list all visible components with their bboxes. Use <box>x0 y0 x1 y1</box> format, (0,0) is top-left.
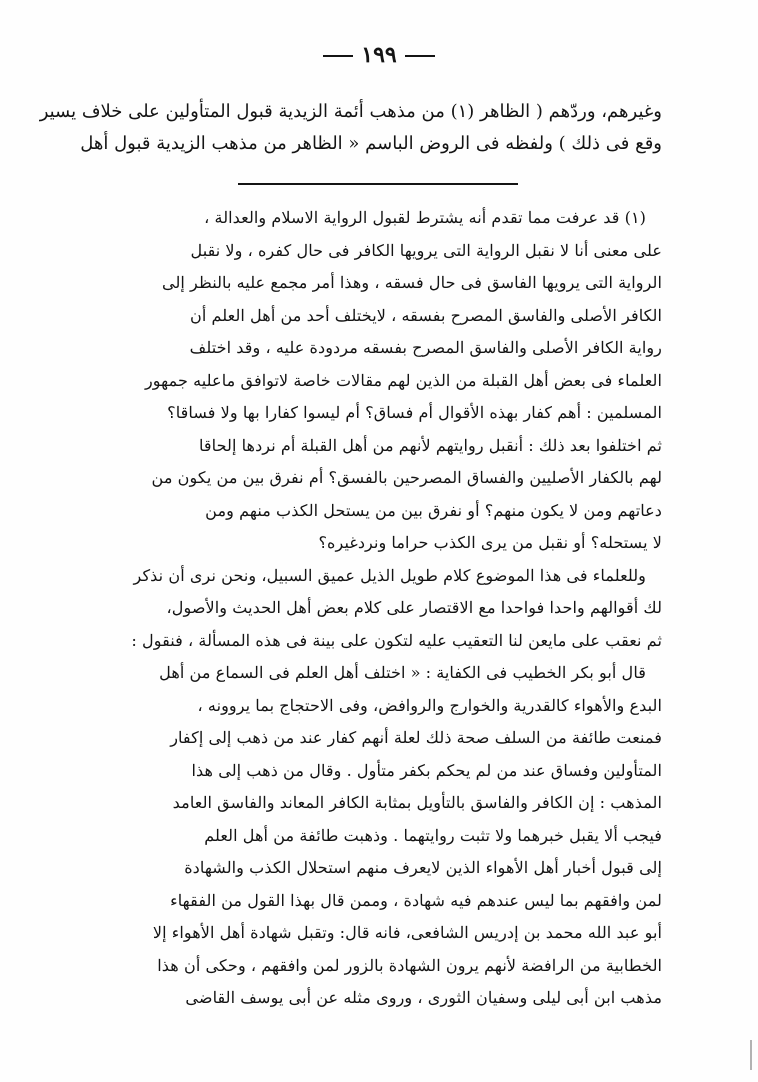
footnote-line: إلى قبول أخبار أهل الأهواء الذين لايعرف منهم استحلال الكذب والشهادة <box>184 858 662 877</box>
footnote-line: لك أقوالهم واحدا فواحدا مع الاقتصار على كلام بعض أهل الحديث والأصول، <box>166 598 662 617</box>
footnote-line: (١) قد عرفت مما تقدم أنه يشترط لقبول الرواية الاسلام والعدالة ، <box>204 208 646 227</box>
main-text <box>39 96 662 160</box>
footnote-line: لهم بالكفار الأصليين والفساق المصرحين بالفسق؟ أم نفرق بين من يكون من <box>151 468 662 487</box>
footnote <box>96 202 662 1015</box>
footnote-line: البدع والأهواء كالقدرية والخوارج والروافض، وفى الاحتجاج بما يروونه ، <box>197 695 662 715</box>
main-text-line: وقع فى ذلك ) ولفظه فى الروض الباسم « الظاهر من مذهب الزيدية قبول أهل <box>80 133 662 154</box>
footnote-line: ثم اختلفوا بعد ذلك : أنقبل روايتهم لأنهم من أهل القبلة أم نردها إلحاقا <box>198 435 662 455</box>
footnote-line: دعاتهم ومن لا يكون منهم؟ أو نفرق بين من يستحل الكذب منهم ومن <box>205 500 662 520</box>
page-number <box>0 42 758 68</box>
footnote-line: ثم نعقب على مايعن لنا التعقيب عليه لتكون على بينة فى هذه المسألة ، فنقول : <box>131 630 662 650</box>
footnote-line: قال أبو بكر الخطيب فى الكفاية : « اختلف أهل العلم فى السماع من أهل <box>159 663 646 682</box>
footnote-line: العلماء فى بعض أهل القبلة من الذين لهم مقالات خاصة لاتوافق ماعليه جمهور <box>144 370 662 390</box>
footnote-line: على معنى أنا لا نقبل الرواية التى يرويها الكافر فى حال كفره ، ولا نقبل <box>190 240 662 260</box>
footnote-line: المسلمين : أهم كفار بهذه الأقوال أم فساق؟ أم ليسوا كفارا بها ولا فساقا؟ <box>167 403 662 422</box>
main-text-line: وغيرهم، وردّهم ( الظاهر (١) من مذهب أئمة الزيدية قبول المتأولين على خلاف يسير <box>39 101 662 122</box>
footnote-line: لا يستحله؟ أو نقبل من يرى الكذب حراما ونردغيره؟ <box>318 533 662 552</box>
footnote-line: المتأولين وفساق عند من لم يحكم بكفر متأول . وقال من ذهب إلى هذا <box>191 760 662 780</box>
page-number-text: ١٩٩ <box>361 42 397 68</box>
footnote-line: رواية الكافر الأصلى والفاسق المصرح بفسقه مردودة عليه ، وقد اختلف <box>189 338 662 357</box>
footnote-line: أبو عبد الله محمد بن إدريس الشافعى، فانه قال: وتقبل شهادة أهل الأهواء إلا <box>152 923 662 942</box>
footnote-line: مذهب ابن أبى ليلى وسفيان الثورى ، وروى مثله عن أبى يوسف القاضى <box>185 988 662 1007</box>
footnote-line: فمنعت طائفة من السلف صحة ذلك لعلة أنهم كفار عند من ذهب إلى إكفار <box>170 728 662 747</box>
footnote-line: الخطابية من الرافضة لأنهم يرون الشهادة بالزور لمن وافقهم ، وحكى أن هذا <box>157 955 662 975</box>
scan-edge-mark <box>750 1040 752 1070</box>
footnote-line: الرواية التى يرويها الفاسق فى حال فسقه ، وهذا أمر مجمع عليه بالنظر إلى <box>161 273 662 292</box>
footnote-line: فيجب ألا يقبل خبرهما ولا تثبت روايتهما . وذهبت طائفة من أهل العلم <box>204 825 662 845</box>
footnote-line: وللعلماء فى هذا الموضوع كلام طويل الذيل عميق السبيل، ونحن نرى أن نذكر <box>133 565 646 585</box>
page-number-dash-right <box>405 55 435 57</box>
footnote-line: لمن وافقهم بما ليس عندهم فيه شهادة ، وممن قال بهذا القول من الفقهاء <box>170 890 662 910</box>
footnote-line: المذهب : إن الكافر والفاسق بالتأويل بمثابة الكافر المعاند والفاسق العامد <box>172 793 662 812</box>
footnote-line: الكافر الأصلى والفاسق المصرح بفسقه ، لايختلف أحد من أهل العلم أن <box>190 305 662 325</box>
page-number-dash-left <box>323 55 353 57</box>
footnote-separator <box>238 183 518 185</box>
